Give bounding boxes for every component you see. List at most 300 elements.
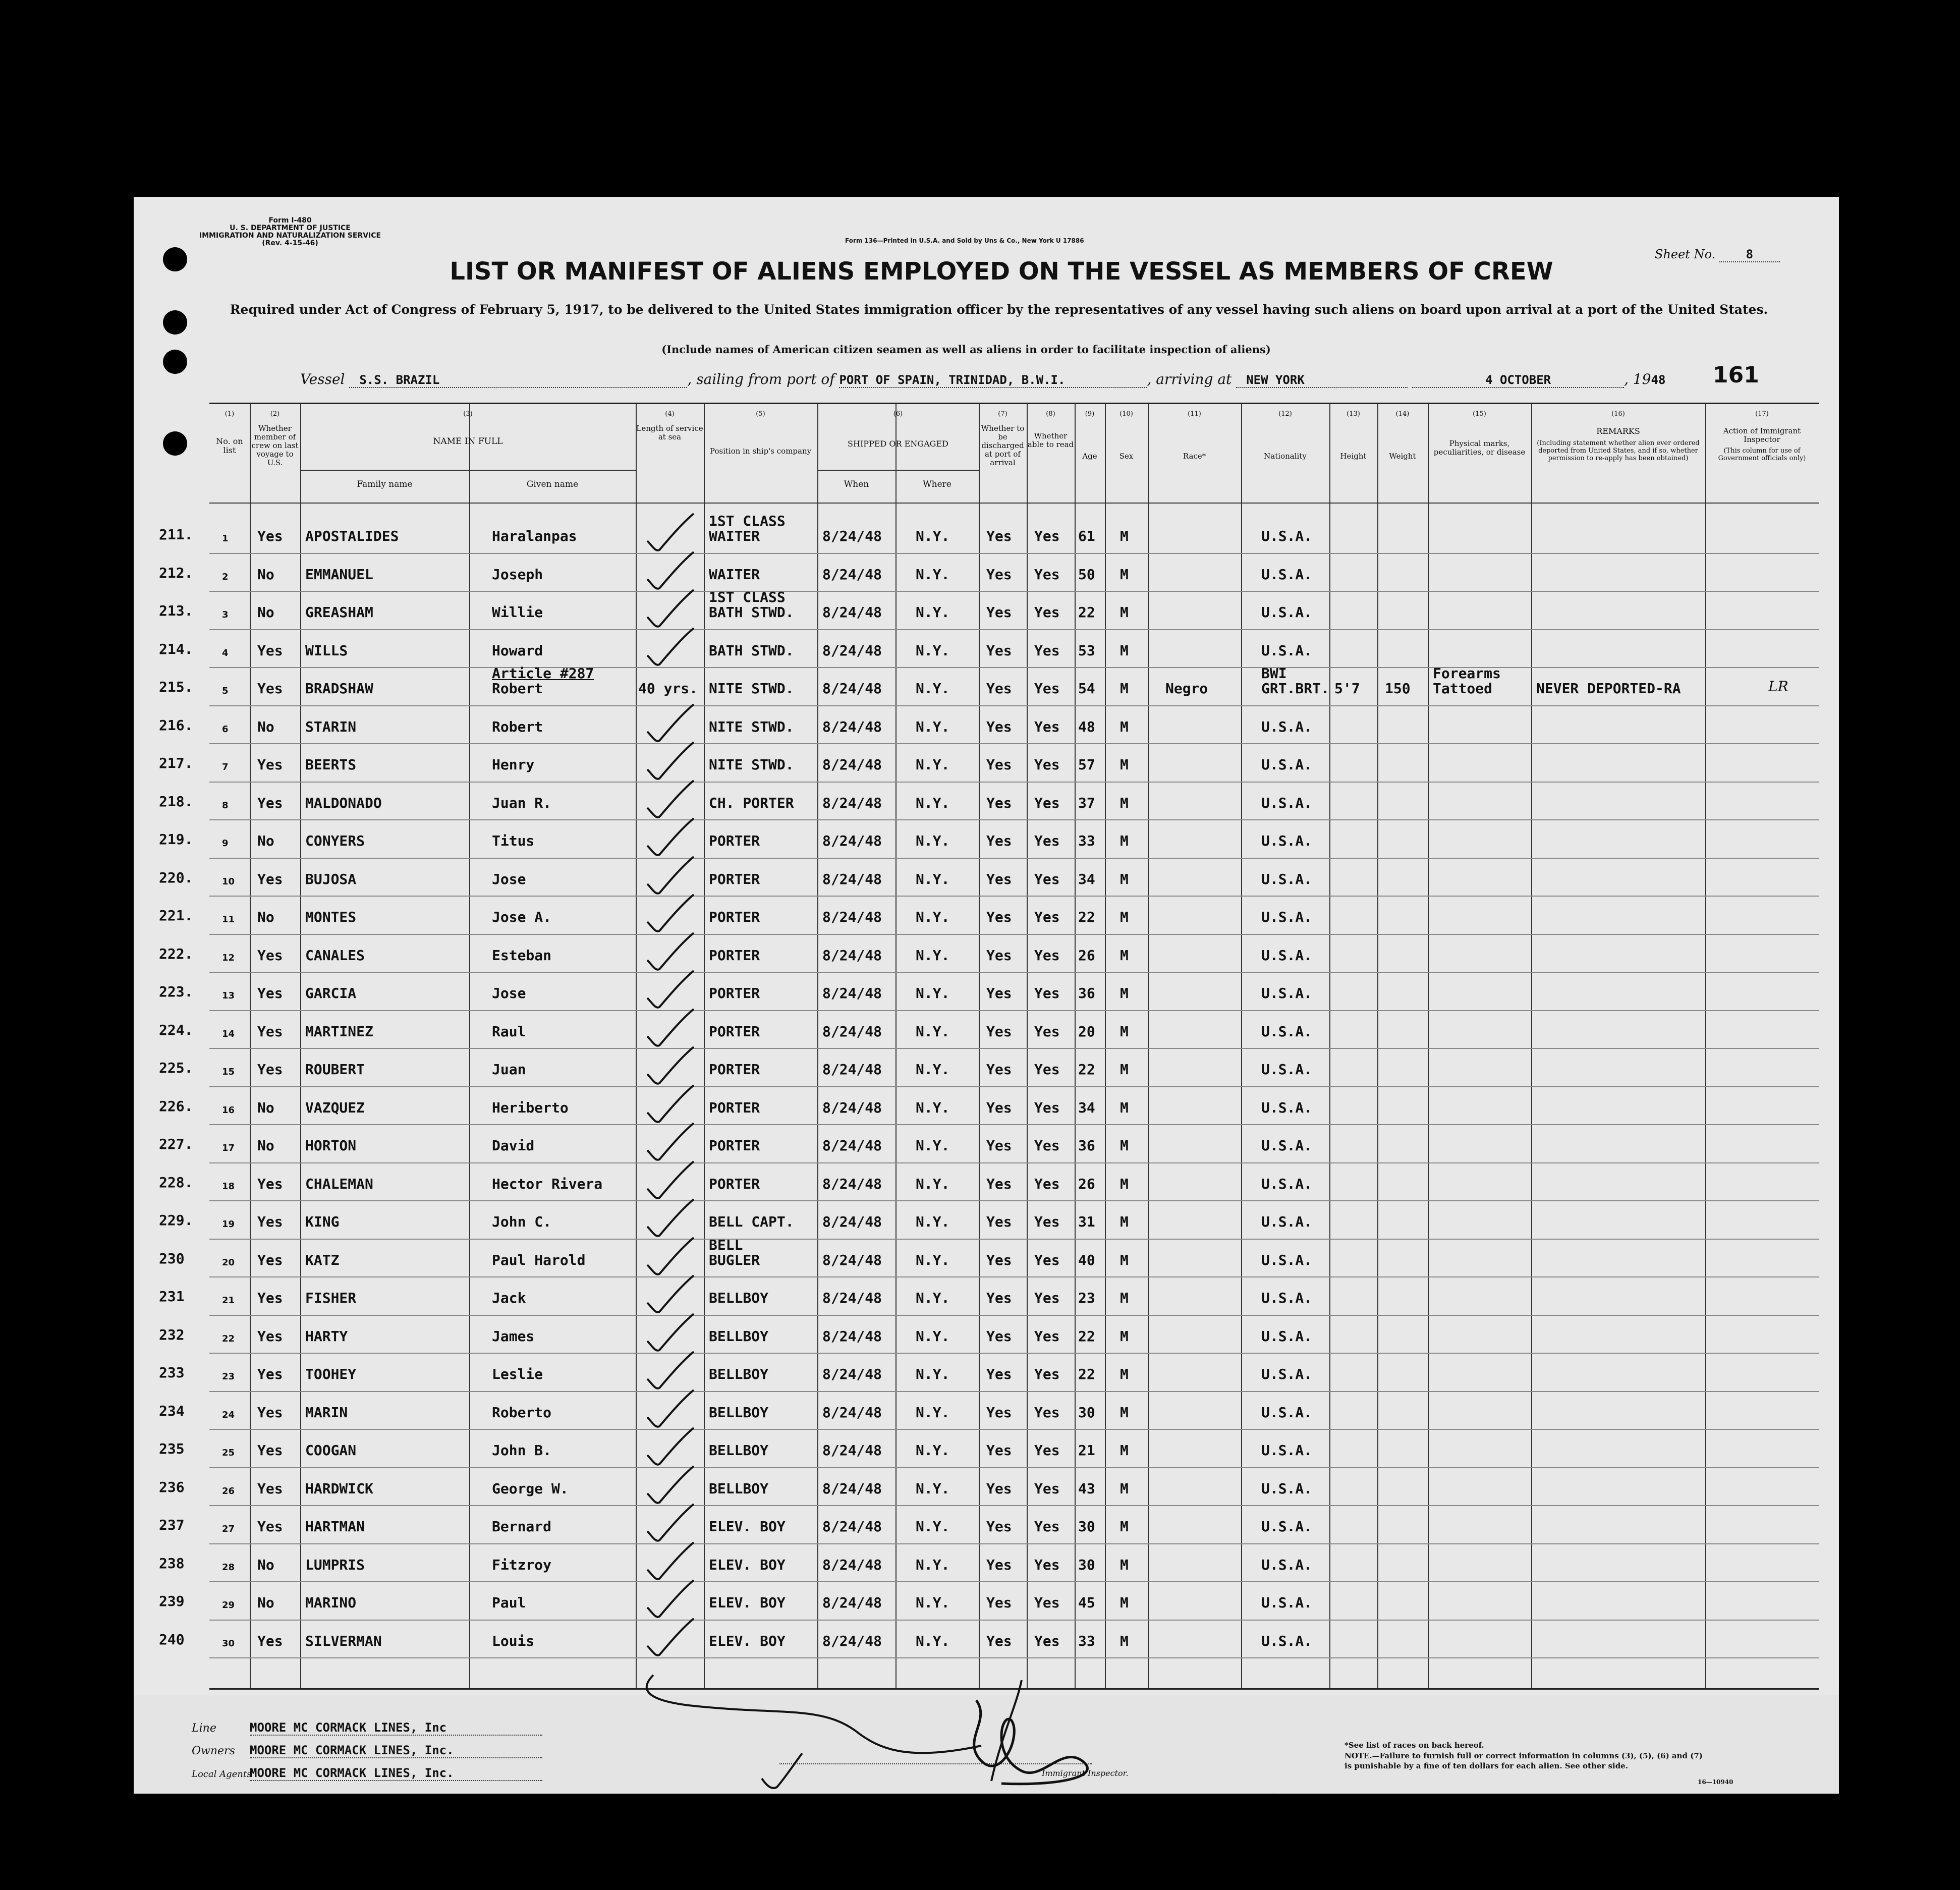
nationality: U.S.A. [1261,1213,1313,1230]
age: 30 [1078,1518,1095,1535]
nationality: GRT.BRT. [1261,680,1329,697]
shipped-where: N.Y. [916,1518,950,1535]
nationality: U.S.A. [1261,566,1313,583]
family-name: APOSTALIDES [305,528,399,544]
member-last-voyage: Yes [257,1061,283,1078]
sequence-number: 220. [159,869,193,886]
nationality: U.S.A. [1261,756,1313,773]
member-last-voyage: Yes [257,1175,283,1192]
family-name: LUMPRIS [305,1556,365,1573]
sheet-number-block [1655,247,1780,262]
given-name: James [492,1327,535,1345]
sequence-number: 240 [159,1631,185,1648]
given-name: Roberto [492,1404,552,1421]
member-last-voyage: Yes [257,1327,283,1345]
sex: M [1120,947,1129,964]
row-number: 29 [222,1600,235,1610]
shipped-where: N.Y. [916,1480,950,1497]
given-name: Leslie [492,1366,543,1382]
sex: M [1120,1404,1129,1421]
able-to-read: Yes [1034,909,1060,925]
row-number: 11 [222,914,235,925]
row-number: 20 [222,1257,235,1268]
given-name: Esteban [492,947,552,964]
family-name: STARIN [305,718,357,735]
column-number: (11) [1188,410,1201,418]
owners-row [192,1743,646,1758]
member-last-voyage: Yes [257,1518,283,1535]
family-name: MALDONADO [305,794,382,811]
family-name: EMMANUEL [305,566,373,583]
shipped-when: 8/24/48 [822,718,882,735]
position: PORTER [709,1023,760,1040]
family-name: CANALES [305,947,365,964]
shipped-where: N.Y. [916,1556,950,1573]
given-name: Titus [492,832,535,849]
position: BELLBOY [709,1442,769,1459]
age: 20 [1078,1023,1095,1040]
nationality-line1: BWI [1261,665,1287,682]
family-name: FISHER [305,1290,357,1306]
sex: M [1120,604,1129,621]
agents-label: Local Agents [192,1769,252,1780]
table-row [159,1203,1819,1242]
discharged-flag: Yes [986,909,1012,925]
given-name: Fitzroy [492,1556,552,1573]
row-number: 25 [222,1448,235,1458]
able-to-read: Yes [1034,1137,1060,1154]
shipped-where: N.Y. [916,985,950,1002]
able-to-read: Yes [1034,832,1060,849]
table-row [159,1318,1819,1356]
sheet-number: 8 [1719,247,1780,262]
discharged-flag: Yes [986,1366,1012,1382]
member-last-voyage: Yes [257,1404,283,1421]
physical-marks-line1: Forearms [1433,665,1501,682]
sex: M [1120,1061,1129,1078]
sex: M [1120,1366,1129,1382]
shipped-when: 8/24/48 [822,566,882,583]
able-to-read: Yes [1034,1099,1060,1116]
discharged-flag: Yes [986,1175,1012,1192]
discharged-flag: Yes [986,1594,1012,1611]
manifest-note: (Include names of American citizen seamen as well as aliens in order to facilitate inspection of aliens) [661,343,1271,356]
punch-hole [163,247,187,271]
table-row [159,1127,1819,1165]
able-to-read: Yes [1034,1518,1060,1535]
able-to-read: Yes [1034,1061,1060,1078]
row-number: 24 [222,1409,235,1420]
discharged-flag: Yes [986,1099,1012,1116]
age: 54 [1078,680,1095,697]
header-remarks-sub: (Including statement whether alien ever ordered deported from United States, and if so, whether permission to re-apply has been obtained) [1537,439,1700,462]
age: 23 [1078,1290,1095,1306]
given-name: George W. [492,1480,569,1497]
position: ELEV. BOY [709,1556,786,1573]
header-given-name: Given name [526,479,579,489]
line-label: Line [192,1722,216,1735]
row-number: 21 [222,1295,235,1306]
discharged-flag: Yes [986,1632,1012,1649]
table-row [159,746,1819,785]
shipped-where: N.Y. [916,756,950,773]
races-note: *See list of races on back hereof. [1345,1741,1484,1750]
sex: M [1120,1556,1129,1573]
header-weight: Weight [1389,452,1416,461]
agents-row [192,1766,646,1781]
discharged-flag: Yes [986,566,1012,583]
discharged-flag: Yes [986,642,1012,659]
column-number: (3) [463,410,473,418]
position: ELEV. BOY [709,1518,786,1535]
age: 45 [1078,1594,1095,1611]
service-checkmark [643,1617,699,1662]
header-action: Action of Immigrant Inspector [1723,426,1801,444]
shipped-where: N.Y. [916,1175,950,1192]
shipped-where: N.Y. [916,680,950,697]
age: 33 [1078,832,1095,849]
member-last-voyage: No [257,604,274,621]
shipped-when: 8/24/48 [822,985,882,1002]
position: BATH STWD. [709,604,794,621]
nationality: U.S.A. [1261,1290,1313,1306]
family-name: CONYERS [305,832,365,849]
shipped-when: 8/24/48 [822,947,882,964]
column-number: (6) [893,410,903,418]
position: ELEV. BOY [709,1632,786,1649]
row-number: 28 [222,1562,235,1573]
nationality: U.S.A. [1261,1137,1313,1154]
discharged-flag: Yes [986,680,1012,697]
vessel-name: S.S. BRAZIL [349,373,687,388]
shipped-when: 8/24/48 [822,1023,882,1040]
table-row [159,513,1819,556]
row-number: 14 [222,1028,235,1039]
given-name: Howard [492,642,543,659]
position: BUGLER [709,1251,760,1268]
sequence-number: 226. [159,1097,193,1115]
able-to-read: Yes [1034,1404,1060,1421]
header-action-sub: (This column for use of Government officials only) [1718,447,1806,462]
position: NITE STWD. [709,718,794,735]
header-no-on-list: No. on list [216,436,243,455]
given-name: Robert [492,718,543,735]
member-last-voyage: No [257,1137,274,1154]
shipped-when: 8/24/48 [822,1137,882,1154]
family-name: SILVERMAN [305,1632,382,1649]
given-name: Hector Rivera [492,1175,603,1192]
fine-note: NOTE.—Failure to furnish full or correct information in columns (3), (5), (6) and (7) is punishable by a fine of ten dollars for each alien. See other side. [1345,1751,1703,1770]
header-length: Length of service at sea [636,424,703,441]
shipped-where: N.Y. [916,1632,950,1649]
discharged-flag: Yes [986,1404,1012,1421]
inspector-action: LR [1768,678,1788,695]
member-last-voyage: Yes [257,1251,283,1268]
row-number: 1 [222,533,229,544]
header-discharged: Whether to be discharged at port of arrival [981,424,1025,467]
row-number: 22 [222,1333,235,1344]
position: PORTER [709,947,760,964]
table-row [159,861,1819,899]
nationality: U.S.A. [1261,832,1313,849]
shipped-where: N.Y. [916,1251,950,1268]
year-prefix: , 19 [1624,371,1651,387]
shipped-where: N.Y. [916,604,950,621]
position-line1: 1ST CLASS [709,589,786,605]
footer-checkmark [759,1751,805,1791]
position: BELLBOY [709,1366,769,1382]
shipped-when: 8/24/48 [822,1175,882,1192]
able-to-read: Yes [1034,1442,1060,1459]
position: NITE STWD. [709,680,794,697]
member-last-voyage: Yes [257,1366,283,1382]
age: 26 [1078,947,1095,964]
position: BELLBOY [709,1404,769,1421]
shipped-where: N.Y. [916,642,950,659]
race: Negro [1165,680,1208,697]
table-row [159,665,1819,708]
family-name: BEERTS [305,756,357,773]
shipped-when: 8/24/48 [822,528,882,544]
member-last-voyage: Yes [257,1632,283,1649]
row-number: 15 [222,1067,235,1077]
arrival-year: 48 [1651,373,1666,387]
age: 22 [1078,1366,1095,1382]
table-row [159,1013,1819,1051]
given-name: Jack [492,1290,526,1306]
row-number: 3 [222,609,229,620]
header-sex: Sex [1119,452,1134,461]
header-remarks: REMARKS [1596,426,1640,436]
sequence-number: 222. [159,945,193,962]
family-name: ROUBERT [305,1061,365,1078]
discharged-flag: Yes [986,528,1012,544]
nationality: U.S.A. [1261,642,1313,659]
discharged-flag: Yes [986,718,1012,735]
position: BATH STWD. [709,642,794,659]
sex: M [1120,1480,1129,1497]
nationality: U.S.A. [1261,794,1313,811]
form-number: Form I-480 [268,216,312,225]
header-marks: Physical marks, peculiarities, or disease [1433,439,1526,457]
nationality: U.S.A. [1261,1251,1313,1268]
sequence-number: 227. [159,1136,193,1152]
able-to-read: Yes [1034,1480,1060,1497]
discharged-flag: Yes [986,1061,1012,1078]
shipped-where: N.Y. [916,1099,950,1116]
table-row [159,899,1819,937]
sex: M [1120,528,1129,544]
position: BELL CAPT. [709,1213,794,1230]
shipped-where: N.Y. [916,870,950,887]
discharged-flag: Yes [986,604,1012,621]
sequence-number: 218. [159,793,193,810]
family-name: HARTY [305,1327,348,1345]
sequence-number: 217. [159,755,193,771]
sex: M [1120,1213,1129,1230]
arrival-date: 4 OCTOBER [1412,373,1624,388]
position: BELLBOY [709,1480,769,1497]
column-number: (10) [1119,410,1133,418]
nationality: U.S.A. [1261,1175,1313,1192]
age: 26 [1078,1175,1095,1192]
column-number: (4) [665,410,675,418]
sex: M [1120,1327,1129,1345]
family-name: TOOHEY [305,1366,357,1382]
sex: M [1120,794,1129,811]
able-to-read: Yes [1034,1327,1060,1345]
member-last-voyage: Yes [257,870,283,887]
header-sub-rule [300,470,636,471]
discharged-flag: Yes [986,1137,1012,1154]
sex: M [1120,1518,1129,1535]
able-to-read: Yes [1034,756,1060,773]
able-to-read: Yes [1034,985,1060,1002]
family-name: COOGAN [305,1442,357,1459]
sequence-number: 221. [159,907,193,924]
shipped-when: 8/24/48 [822,1518,882,1535]
position: PORTER [709,870,760,887]
age: 34 [1078,870,1095,887]
family-name: HARTMAN [305,1518,365,1535]
given-name: Juan [492,1061,526,1078]
member-last-voyage: Yes [257,1213,283,1230]
shipped-when: 8/24/48 [822,1099,882,1116]
able-to-read: Yes [1034,1594,1060,1611]
sex: M [1120,1290,1129,1306]
given-name: Willie [492,604,543,621]
row-number: 4 [222,647,229,658]
row-number: 10 [222,876,235,887]
shipped-where: N.Y. [916,718,950,735]
row-number: 2 [222,571,229,582]
nationality: U.S.A. [1261,718,1313,735]
member-last-voyage: No [257,832,274,849]
sequence-number: 213. [159,602,193,619]
row-number: 12 [222,952,235,963]
nationality: U.S.A. [1261,1442,1313,1459]
row-number: 9 [222,838,229,849]
shipped-when: 8/24/48 [822,1556,882,1573]
length-of-service: 40 yrs. [638,680,698,697]
family-name: BUJOSA [305,870,357,887]
able-to-read: Yes [1034,1366,1060,1382]
header-member: Whether member of crew on last voyage to U.S. [251,424,299,467]
sheet-label: Sheet No. [1655,247,1716,261]
shipped-where: N.Y. [916,1213,950,1230]
column-number: (8) [1046,410,1055,418]
discharged-flag: Yes [986,1327,1012,1345]
age: 36 [1078,985,1095,1002]
shipped-when: 8/24/48 [822,680,882,697]
manifest-subtitle: Required under Act of Congress of February 5, 1917, to be delivered to the United States immigration officer by the representatives of any vessel having such aliens on board upon arrival at a port of the United States. [230,302,1768,317]
line-row [192,1720,646,1736]
line-name: MOORE MC CORMACK LINES, Inc [250,1720,542,1736]
position-line1: 1ST CLASS [709,513,786,529]
row-number: 6 [222,724,229,735]
given-name: David [492,1137,535,1154]
position: BELLBOY [709,1290,769,1306]
departure-port: PORT OF SPAIN, TRINIDAD, B.W.I. [839,373,1147,388]
punch-hole [163,431,187,456]
sequence-number: 214. [159,640,193,657]
shipped-where: N.Y. [916,528,950,544]
shipped-when: 8/24/48 [822,604,882,621]
table-row [159,1546,1819,1585]
discharged-flag: Yes [986,756,1012,773]
given-name: John C. [492,1213,552,1230]
able-to-read: Yes [1034,1556,1060,1573]
header-sub-rule [817,470,979,471]
table-row [159,1623,1819,1661]
member-last-voyage: Yes [257,680,283,697]
punch-hole [163,310,187,335]
given-name: Robert [492,680,543,697]
sequence-number: 231 [159,1288,185,1305]
shipped-where: N.Y. [916,1442,950,1459]
sex: M [1120,756,1129,773]
sex: M [1120,870,1129,887]
age: 34 [1078,1099,1095,1116]
given-name: Jose A. [492,909,552,925]
age: 21 [1078,1442,1095,1459]
shipped-where: N.Y. [916,832,950,849]
shipped-when: 8/24/48 [822,1442,882,1459]
member-last-voyage: Yes [257,756,283,773]
family-name: CHALEMAN [305,1175,373,1192]
shipped-when: 8/24/48 [822,1594,882,1611]
form-service: IMMIGRATION AND NATURALIZATION SERVICE [199,232,381,240]
age: 37 [1078,794,1095,811]
family-name: MARTINEZ [305,1023,373,1040]
nationality: U.S.A. [1261,985,1313,1002]
voyage-line [300,371,1814,391]
shipped-when: 8/24/48 [822,1480,882,1497]
column-number: (1) [225,410,235,418]
sequence-number: 238 [159,1554,185,1572]
shipped-where: N.Y. [916,947,950,964]
able-to-read: Yes [1034,718,1060,735]
member-last-voyage: Yes [257,1480,283,1497]
given-name: Juan R. [492,794,552,811]
given-name: Jose [492,985,526,1002]
nationality: U.S.A. [1261,947,1313,964]
sequence-number: 228. [159,1174,193,1191]
age: 22 [1078,1327,1095,1345]
age: 48 [1078,718,1095,735]
member-last-voyage: Yes [257,1023,283,1040]
able-to-read: Yes [1034,528,1060,544]
nationality: U.S.A. [1261,1480,1313,1497]
sequence-number: 219. [159,831,193,848]
sequence-number: 236 [159,1478,185,1495]
able-to-read: Yes [1034,1023,1060,1040]
column-number: (15) [1473,410,1486,418]
nationality: U.S.A. [1261,1366,1313,1382]
position-line1: BELL [709,1236,743,1253]
physical-marks: Tattoed [1433,680,1493,697]
sequence-number: 232 [159,1326,185,1343]
row-number: 8 [222,800,229,811]
column-number: (7) [998,410,1007,418]
table-row [159,1236,1819,1280]
family-name: KATZ [305,1251,340,1268]
given-name: Haralanpas [492,528,577,544]
inspector-signature [628,1660,1234,1791]
member-last-voyage: Yes [257,642,283,659]
shipped-where: N.Y. [916,1137,950,1154]
age: 40 [1078,1251,1095,1268]
